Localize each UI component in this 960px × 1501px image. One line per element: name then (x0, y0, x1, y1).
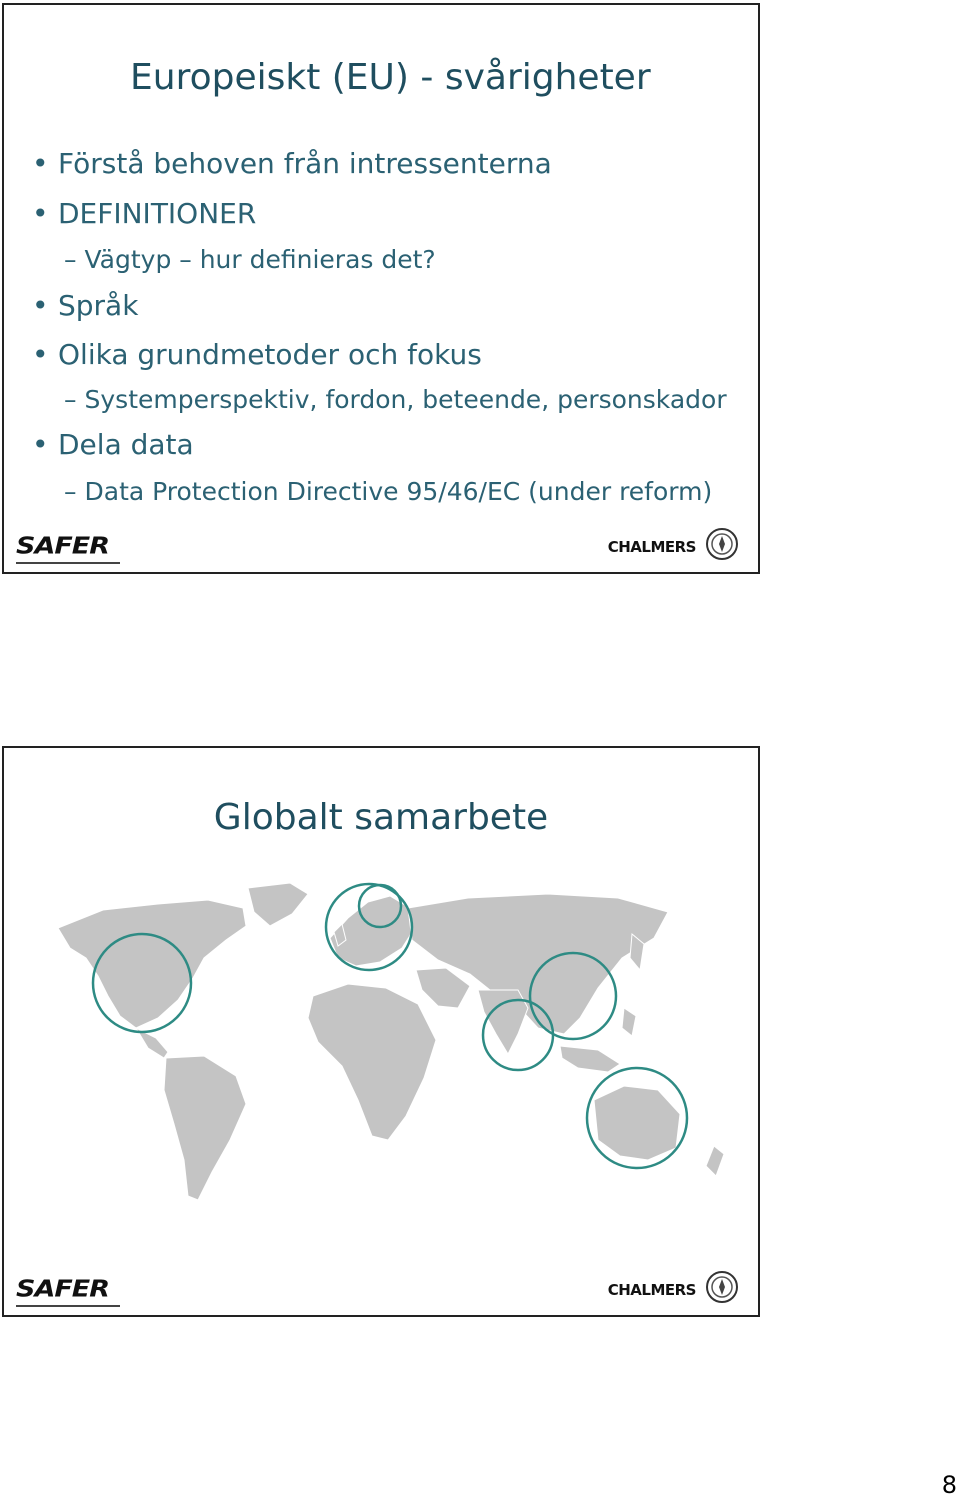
chalmers-logo: CHALMERS (607, 1281, 696, 1299)
indonesia (560, 1046, 620, 1072)
chalmers-seal-icon (706, 1271, 738, 1303)
world-map (8, 878, 758, 1208)
australia (594, 1086, 680, 1160)
bullet-item: • DEFINITIONER (32, 197, 256, 230)
south-america (164, 1056, 246, 1200)
slide-2 (2, 746, 760, 1317)
slide-1 (2, 3, 760, 574)
north-america (58, 900, 246, 1028)
slide-2-title: Globalt samarbete (213, 797, 549, 838)
chalmers-logo: CHALMERS (607, 538, 696, 556)
sub-bullet-item: – Data Protection Directive 95/46/EC (under reform) (64, 477, 712, 506)
safer-logo-underline (16, 562, 120, 564)
chalmers-seal-icon (706, 528, 738, 560)
middle-east (416, 968, 470, 1008)
bullet-item: • Språk (32, 289, 138, 322)
slide-1-title: Europeiskt (EU) - svårigheter (130, 57, 651, 98)
safer-logo-underline (16, 1305, 120, 1307)
sub-bullet-item: – Systemperspektiv, fordon, beteende, personskador (64, 385, 727, 414)
africa (308, 984, 436, 1140)
new-zealand (706, 1146, 724, 1176)
safer-logo: SAFER (16, 533, 110, 560)
page-number: 8 (941, 1471, 957, 1499)
sub-bullet-item: – Vägtyp – hur definieras det? (64, 245, 436, 274)
bullet-item: • Förstå behoven från intressenterna (32, 147, 552, 180)
safer-logo: SAFER (16, 1276, 110, 1303)
bullet-item: • Dela data (32, 428, 194, 461)
bullet-item: • Olika grundmetoder och fokus (32, 338, 482, 371)
greenland (248, 883, 308, 926)
philippines (622, 1008, 636, 1036)
